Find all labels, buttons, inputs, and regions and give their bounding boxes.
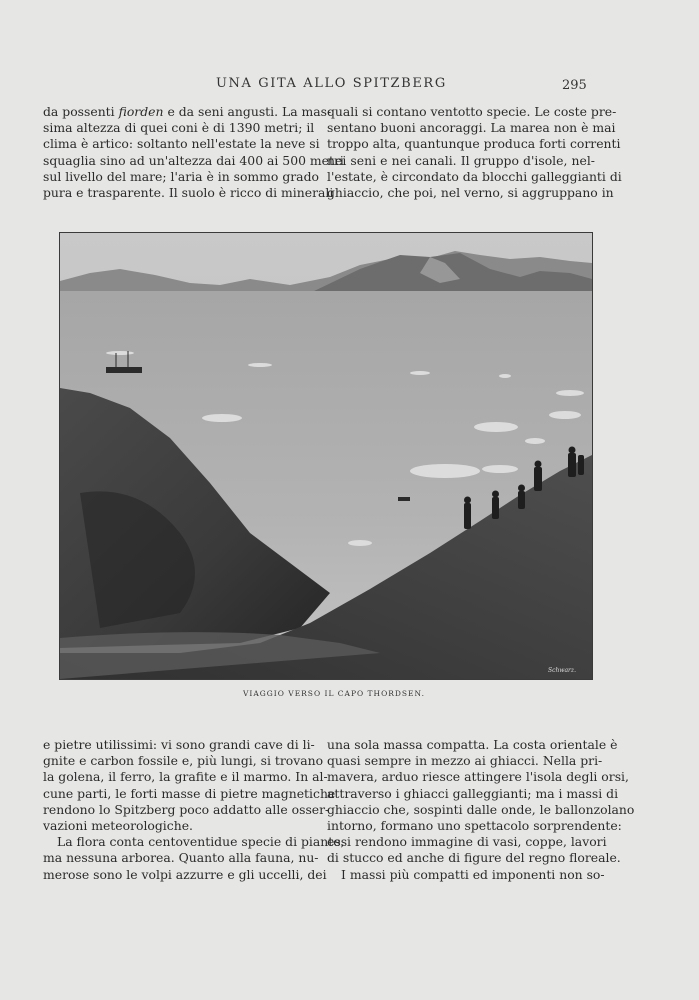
text-line: sima altezza di quei coni è di 1390 metri; il [43,120,315,136]
text-line: ma nessuna arborea. Quanto alla fauna, nu- [43,850,319,866]
photo-illustration [60,233,592,679]
text-line: La flora conta centoventidue specie di piante, [57,834,345,850]
text-line: una sola massa compatta. La costa orientale è [327,737,618,752]
text-line: I massi più compatti ed imponenti non so- [341,866,605,882]
text-column-top-right [327,104,622,201]
text-line: e pietre utilissimi: vi sono grandi cave di li- [43,737,315,752]
text-line: squaglia sino ad un'altezza dai 400 ai 500 metri [43,152,344,168]
figure-caption: VIAGGIO VERSO IL CAPO THORDSEN. [243,689,425,698]
text-line: di stucco ed anche di figure del regno floreale. [327,850,621,866]
text-line: mavera, arduo riesce attingere l'isola degli orsi, [327,769,629,785]
text-line: sentano buoni ancoraggi. La marea non è mai [327,120,616,136]
text-line: intorno, formano uno spettacolo sorprendente: [327,818,622,834]
rowing-boat [398,497,410,501]
page-number: 295 [562,78,587,93]
text-line: sul livello del mare; l'aria è in sommo grado [43,168,319,184]
text-line: quasi sempre in mezzo ai ghiacci. Nella pri- [327,753,603,769]
running-title: UNA GITA ALLO SPITZBERG [216,76,447,91]
text-line: clima è artico: soltanto nell'estate la neve si [43,136,320,152]
engraver-signature: Schwarz. [548,667,576,674]
text-line: pura e trasparente. Il suolo è ricco di minerali [43,185,334,201]
text-line: attraverso i ghiacci galleggianti; ma i massi di [327,785,619,801]
text-line: troppo alta, quantunque produca forti correnti [327,136,621,152]
text-line: l'estate, è circondato da blocchi galleggianti di [327,168,622,184]
text-line: la golena, il ferro, la grafite e il marmo. In al- [43,769,328,785]
text-line: cune parti, le forti masse di pietre magnetiche [43,785,336,801]
text-line: merose sono le volpi azzurre e gli uccelli, dei [43,866,327,882]
text-line: essi rendono immagine di vasi, coppe, lavori [327,834,607,850]
text-line: da possenti fiorden e da seni angusti. La mas- [43,104,332,119]
text-line: rendono lo Spitzberg poco addatto alle osser- [43,801,330,817]
text-column-bottom-left [43,737,345,883]
text-line: vazioni meteorologiche. [43,818,193,834]
text-column-bottom-right [327,737,635,883]
text-line: quali si contano ventotto specie. Le coste pre- [327,104,617,119]
text-line: ghiaccio, che poi, nel verno, si aggruppano in [327,185,614,201]
text-line: nei seni e nei canali. Il gruppo d'isole, nel- [327,152,595,168]
photograph-arctic-fjord [59,232,593,680]
text-line: ghiaccio che, sospinti dalle onde, le ballonzolano [327,801,635,817]
text-column-top-left [43,104,344,201]
text-line: gnite e carbon fossile e, più lungi, si trovano [43,753,324,769]
